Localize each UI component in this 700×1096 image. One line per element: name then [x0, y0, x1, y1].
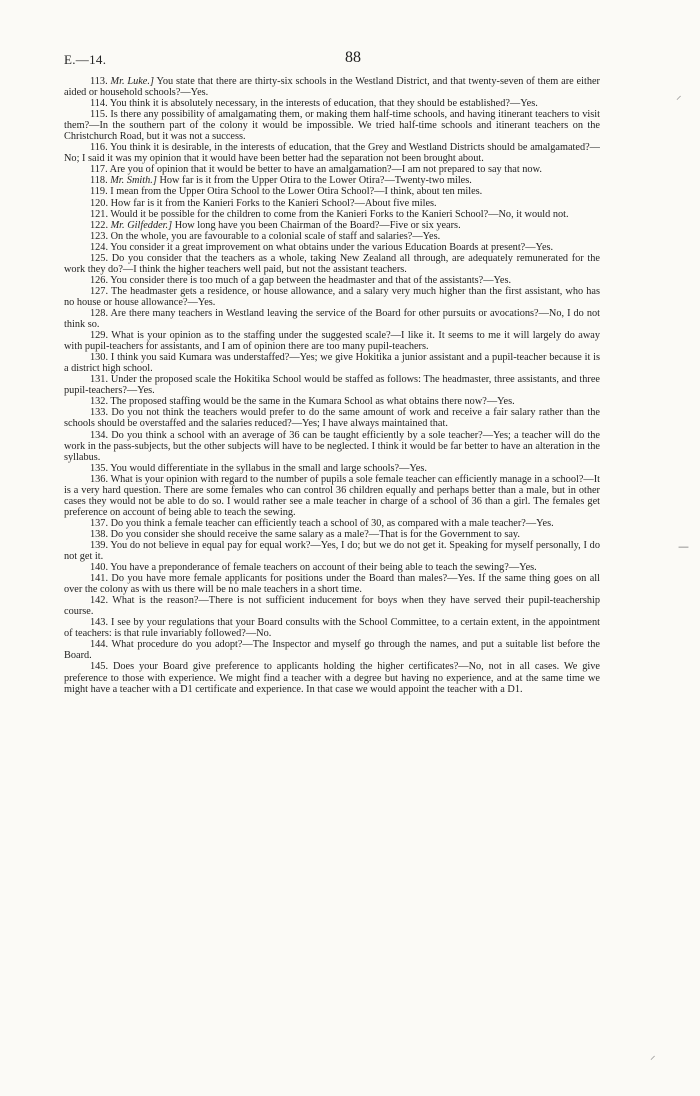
- page-number: 88: [345, 49, 361, 66]
- question-number: 113.: [90, 76, 108, 87]
- qa-paragraph: [64, 595, 600, 617]
- qa-paragraph: [64, 540, 600, 562]
- question-number: 124.: [90, 241, 109, 253]
- question-number: 143.: [90, 617, 109, 629]
- qa-paragraph: [64, 573, 600, 595]
- paragraph-text: You state that there are thirty-six schools in the Westland District, and that twenty-seven of them are either aided or household schools?—Yes.: [64, 76, 600, 99]
- question-number: 128.: [90, 307, 109, 319]
- margin-mark-icon: ⸝: [676, 89, 682, 102]
- paragraph-text: You have a preponderance of female teachers on account of their being able to teach the sewing?—Yes.: [110, 562, 537, 574]
- question-number: 123.: [90, 230, 109, 242]
- question-number: 129.: [90, 330, 109, 342]
- question-number: 126.: [90, 274, 109, 286]
- question-number: 120.: [90, 197, 109, 209]
- qa-paragraph: [64, 164, 600, 175]
- question-number: 122.: [90, 219, 109, 231]
- qa-paragraph: [64, 374, 600, 396]
- paragraph-text: The headmaster gets a residence, or house allowance, and a salary very much higher than the first assistant, who has no house or house allowance?—Yes.: [64, 285, 600, 308]
- qa-paragraph: [64, 474, 600, 518]
- paragraph-text: The proposed staffing would be the same in the Kumara School as what obtains there now?—Yes.: [110, 396, 515, 408]
- qa-paragraph: [64, 308, 600, 330]
- qa-paragraph: [64, 220, 600, 231]
- margin-mark-icon: —: [678, 540, 689, 553]
- question-number: 118.: [90, 175, 108, 187]
- speaker-name: Mr. Gilfedder.]: [110, 219, 173, 231]
- qa-paragraph: [64, 109, 600, 142]
- qa-paragraph: [64, 617, 600, 639]
- paragraph-text: Would it be possible for the children to come from the Kanieri Forks to the Kanieri School?—No, it would not.: [110, 208, 569, 220]
- paragraph-text: Does your Board give preference to applicants holding the higher certificates?—No, not in all cases. We give preference to those with experience. We might find a teacher with a degree but having no experience, and at the same time we might have a teacher with a D1 certificate and experience. In that case we would appoint the teacher with a D1.: [64, 661, 600, 695]
- paragraph-text: Are there many teachers in Westland leaving the service of the Board for other pursuits or avocations?—No, I do not think so.: [64, 307, 600, 331]
- question-number: 145.: [90, 661, 109, 673]
- paragraph-text: What is the reason?—There is not sufficient inducement for boys when they have served their pupil-teachership course.: [64, 595, 600, 618]
- qa-paragraph: [64, 352, 600, 374]
- question-number: 130.: [90, 352, 109, 364]
- qa-paragraph: [64, 253, 600, 275]
- paragraph-text: You would differentiate in the syllabus in the small and large schools?—Yes.: [110, 462, 427, 474]
- question-number: 114.: [90, 98, 108, 110]
- paragraph-text: I mean from the Upper Otira School to the Lower Otira School?—I think, about ten miles.: [110, 186, 483, 198]
- qa-paragraph: [64, 175, 600, 186]
- paragraph-text: You consider there is too much of a gap between the headmaster and that of the assistants?—Yes.: [110, 274, 512, 286]
- qa-paragraph: [64, 231, 600, 242]
- speaker-name: Mr. Smith.]: [110, 175, 157, 187]
- qa-paragraph: [64, 463, 600, 474]
- question-number: 125.: [90, 252, 109, 264]
- question-number: 121.: [90, 208, 109, 220]
- document-body: [64, 76, 600, 695]
- paragraph-text: Is there any possibility of amalgamating them, or making them half-time schools, and having itinerant teachers to visit them?—In the southern part of the colony it would be impossible. We tried half-time schools and itinerant teachers on the Christchurch Road, but it was not a success.: [64, 109, 600, 143]
- paragraph-text: Do you consider that the teachers as a whole, taking New Zealand all through, are adequately remunerated for the work they do?—I think the higher teachers well paid, but not the assistant teachers.: [64, 252, 600, 275]
- question-number: 134.: [90, 429, 109, 441]
- qa-paragraph: [64, 286, 600, 308]
- question-number: 142.: [90, 595, 109, 607]
- question-number: 144.: [90, 639, 109, 651]
- question-number: 136.: [90, 473, 109, 485]
- paragraph-text: Do you think a female teacher can efficiently teach a school of 30, as compared with a male teacher?—Yes.: [110, 517, 554, 529]
- qa-paragraph: [64, 98, 600, 109]
- qa-paragraph: [64, 330, 600, 352]
- paragraph-text: You think it is absolutely necessary, in the interests of education, that they should be established?—Yes.: [109, 98, 538, 110]
- paragraph-text: On the whole, you are favourable to a colonial scale of staff and salaries?—Yes.: [110, 230, 441, 242]
- question-number: 132.: [90, 396, 109, 408]
- qa-paragraph: [64, 529, 600, 540]
- question-number: 133.: [90, 407, 109, 419]
- qa-paragraph: [64, 396, 600, 407]
- page-header: [64, 49, 642, 70]
- paragraph-text: What is your opinion as to the staffing under the suggested scale?—I like it. It seems to me it will largely do away with pupil-teachers for assistants, and I am of opinion there are too many pupil-teachers.: [64, 330, 600, 353]
- paragraph-text: You do not believe in equal pay for equal work?—Yes, I do; but we do not get it. Speaking for myself personally, I do not get it.: [64, 539, 600, 563]
- document-reference: E.—14.: [64, 52, 107, 67]
- paragraph-text: Do you think a school with an average of 36 can be taught efficiently by a sole teacher?—Yes; a teacher will do the work in the pass-subjects, but the other subjects will have to be neglected. I think it would be far better to have an alteration in the syllabus.: [64, 429, 601, 463]
- question-number: 131.: [90, 374, 109, 386]
- paragraph-text: How long have you been Chairman of the Board?—Five or six years.: [174, 219, 461, 231]
- paragraph-text: Are you of opinion that it would be better to have an amalgamation?—I am not prepared to say that now.: [109, 164, 542, 176]
- margin-mark-icon: ⸝: [650, 1049, 656, 1062]
- question-number: 141.: [90, 573, 109, 585]
- question-number: 140.: [90, 562, 109, 574]
- qa-paragraph: [64, 562, 600, 573]
- question-number: 115.: [90, 109, 108, 121]
- paragraph-text: Under the proposed scale the Hokitika School would be staffed as follows: The headmaster, three assistants, and three pupil-teachers?—Yes.: [64, 374, 601, 397]
- qa-paragraph: [64, 407, 600, 429]
- question-number: 135.: [90, 462, 109, 474]
- paragraph-text: You think it is desirable, in the interests of education, that the Grey and Westland Districts should be amalgamated?—No; I said it was my opinion that it would have been better had the separation not been brought about.: [64, 142, 600, 165]
- qa-paragraph: [64, 661, 600, 694]
- paragraph-text: What is your opinion with regard to the number of pupils a sole female teacher can efficiently manage in a school?—It is a very hard question. There are some females who can control 36 children equally and perhaps better than a male, but in other cases they would not be able to do so. I would rather see a male teacher in charge of a school of 36 than a girl. The females get preference on account of being able to teach the sewing.: [64, 473, 600, 518]
- speaker-name: Mr. Luke.]: [110, 76, 154, 87]
- qa-paragraph: [64, 186, 600, 197]
- question-number: 138.: [90, 528, 109, 540]
- paragraph-text: I see by your regulations that your Board consults with the School Committee, to a certain extent, in the appointment of teachers: is that rule invariably followed?—No.: [64, 617, 600, 640]
- qa-paragraph: [64, 518, 600, 529]
- paragraph-text: I think you said Kumara was understaffed?—Yes; we give Hokitika a junior assistant and a pupil-teacher because it is a district high school.: [64, 352, 600, 375]
- paragraph-text: Do you consider she should receive the same salary as a male?—That is for the Government to say.: [110, 528, 520, 540]
- paragraph-text: How far is it from the Upper Otira to the Lower Otira?—Twenty-two miles.: [159, 175, 472, 187]
- question-number: 119.: [90, 186, 108, 198]
- paragraph-text: Do you not think the teachers would prefer to do the same amount of work and receive a fair salary rather than the schools should be overstaffed and the salaries reduced?—Yes; I have always maintained that.: [64, 407, 600, 430]
- qa-paragraph: [64, 639, 600, 661]
- qa-paragraph: [64, 76, 600, 98]
- qa-paragraph: [64, 198, 600, 209]
- question-number: 117.: [90, 164, 108, 176]
- question-number: 116.: [90, 142, 108, 154]
- question-number: 137.: [90, 517, 109, 529]
- paragraph-text: Do you have more female applicants for positions under the Board than males?—Yes. If the same thing goes on all over the colony as with us there will be no male teachers in a short time.: [64, 573, 600, 596]
- qa-paragraph: [64, 209, 600, 220]
- paragraph-text: You consider it a great improvement on what obtains under the various Education Boards at present?—Yes.: [110, 241, 554, 253]
- qa-paragraph: [64, 430, 600, 463]
- qa-paragraph: [64, 242, 600, 253]
- question-number: 127.: [90, 285, 109, 297]
- paragraph-text: How far is it from the Kanieri Forks to the Kanieri School?—About five miles.: [110, 197, 437, 209]
- qa-paragraph: [64, 142, 600, 164]
- paragraph-text: What procedure do you adopt?—The Inspector and myself go through the names, and put a suitable list before the Board.: [64, 639, 600, 662]
- qa-paragraph: [64, 275, 600, 286]
- question-number: 139.: [90, 539, 109, 551]
